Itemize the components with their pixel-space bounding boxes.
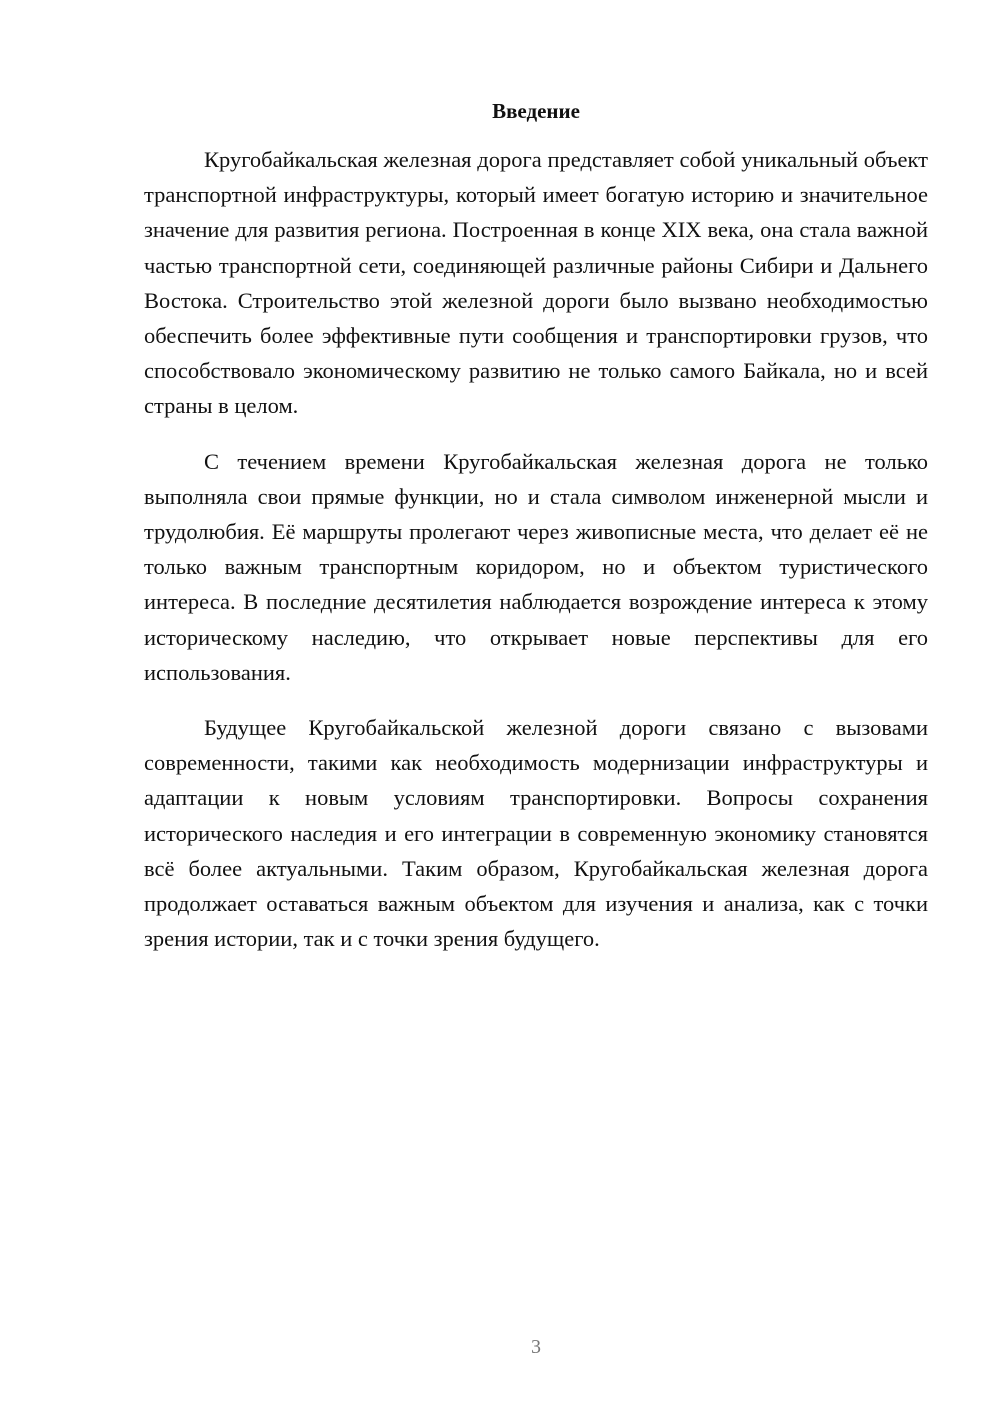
- page-title: Введение: [492, 99, 580, 123]
- paragraph-2: С течением времени Кругобайкальская железная дорога не только выполняла свои прямые функции, но и стала символом инженерной мысли и трудолюбия. Её маршруты пролегают через живописные места, что делает её не только важным транспортным коридором, но и объектом туристического интереса. В последние десятилетия наблюдается возрождение интереса к этому историческому наследию, что открывает новые перспективы для его использования.: [144, 448, 928, 685]
- page-number: 3: [531, 1336, 541, 1358]
- document-body: [144, 142, 928, 976]
- paragraph-3: Будущее Кругобайкальской железной дороги связано с вызовами современности, такими как необходимость модернизации инфраструктуры и адаптации к новым условиям транспортировки. Вопросы сохранения исторического наследия и его интеграции в современную экономику становятся всё более актуальными. Таким образом, Кругобайкальская железная дорога продолжает оставаться важным объектом для изучения и анализа, как с точки зрения истории, так и с точки зрения будущего.: [144, 715, 928, 952]
- paragraph-1: Кругобайкальская железная дорога представляет собой уникальный объект транспортной инфраструктуры, который имеет богатую историю и значительное значение для развития региона. Построенная в конце XIX века, она стала важной частью транспортной сети, соединяющей различные районы Сибири и Дальнего Востока. Строительство этой железной дороги было вызвано необходимостью обеспечить более эффективные пути сообщения и транспортировки грузов, что способствовало экономическому развитию не только самого Байкала, но и всей страны в целом.: [144, 147, 928, 419]
